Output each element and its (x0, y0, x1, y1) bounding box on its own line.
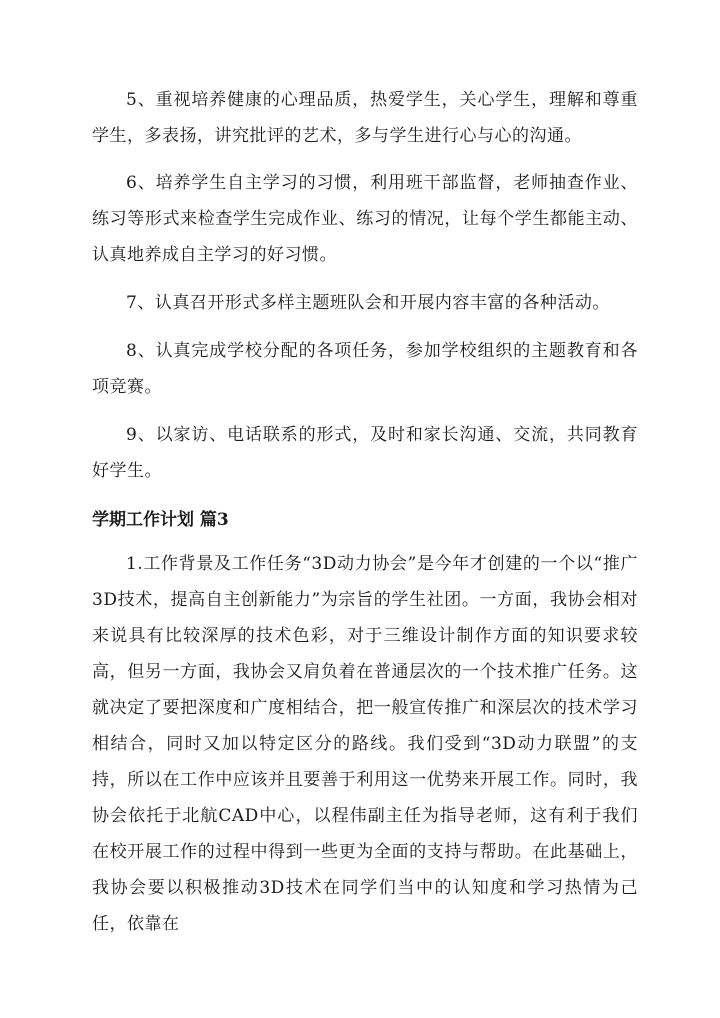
section-body-paragraph: 1.工作背景及工作任务“3D动力协会”是今年才创建的一个以“推广3D技术，提高自主创新能力”为宗旨的学生社团。一方面，我协会相对来说具有比较深厚的技术色彩，对于三维设计制作方面的知识要求较高，但另一方面，我协会又肩负着在普通层次的一个技术推广任务。这就决定了要把深度和广度相结合，把一般宣传推广和深层次的技术学习相结合，同时又加以特定区分的路线。我们受到“3D动力联盟”的支持，所以在工作中应该并且要善于利用这一优势来开展工作。同时，我协会依托于北航CAD中心，以程伟副主任为指导老师，这有利于我们在校开展工作的过程中得到一些更为全面的支持与帮助。在此基础上，我协会要以积极推动3D技术在同学们当中的认知度和学习热情为己任，依靠在 (92, 554, 638, 934)
paragraph-item-7: 7、认真召开形式多样主题班队会和开展内容丰富的各种活动。 (126, 293, 610, 313)
paragraph-item-5: 5、重视培养健康的心理品质，热爱学生，关心学生，理解和尊重学生，多表扬，讲究批评的艺术，多与学生进行心与心的沟通。 (92, 90, 638, 146)
section-heading: 学期工作计划 篇3 (92, 510, 229, 530)
paragraph-item-8: 8、认真完成学校分配的各项任务，参加学校组织的主题教育和各项竞赛。 (92, 341, 638, 397)
paragraph-item-9: 9、以家访、电话联系的形式，及时和家长沟通、交流，共同教育好学生。 (92, 425, 638, 481)
paragraph-item-6: 6、培养学生自主学习的习惯，利用班干部监督，老师抽查作业、练习等形式来检查学生完成作业、练习的情况，让每个学生都能主动、认真地养成自主学习的好习惯。 (92, 173, 638, 265)
